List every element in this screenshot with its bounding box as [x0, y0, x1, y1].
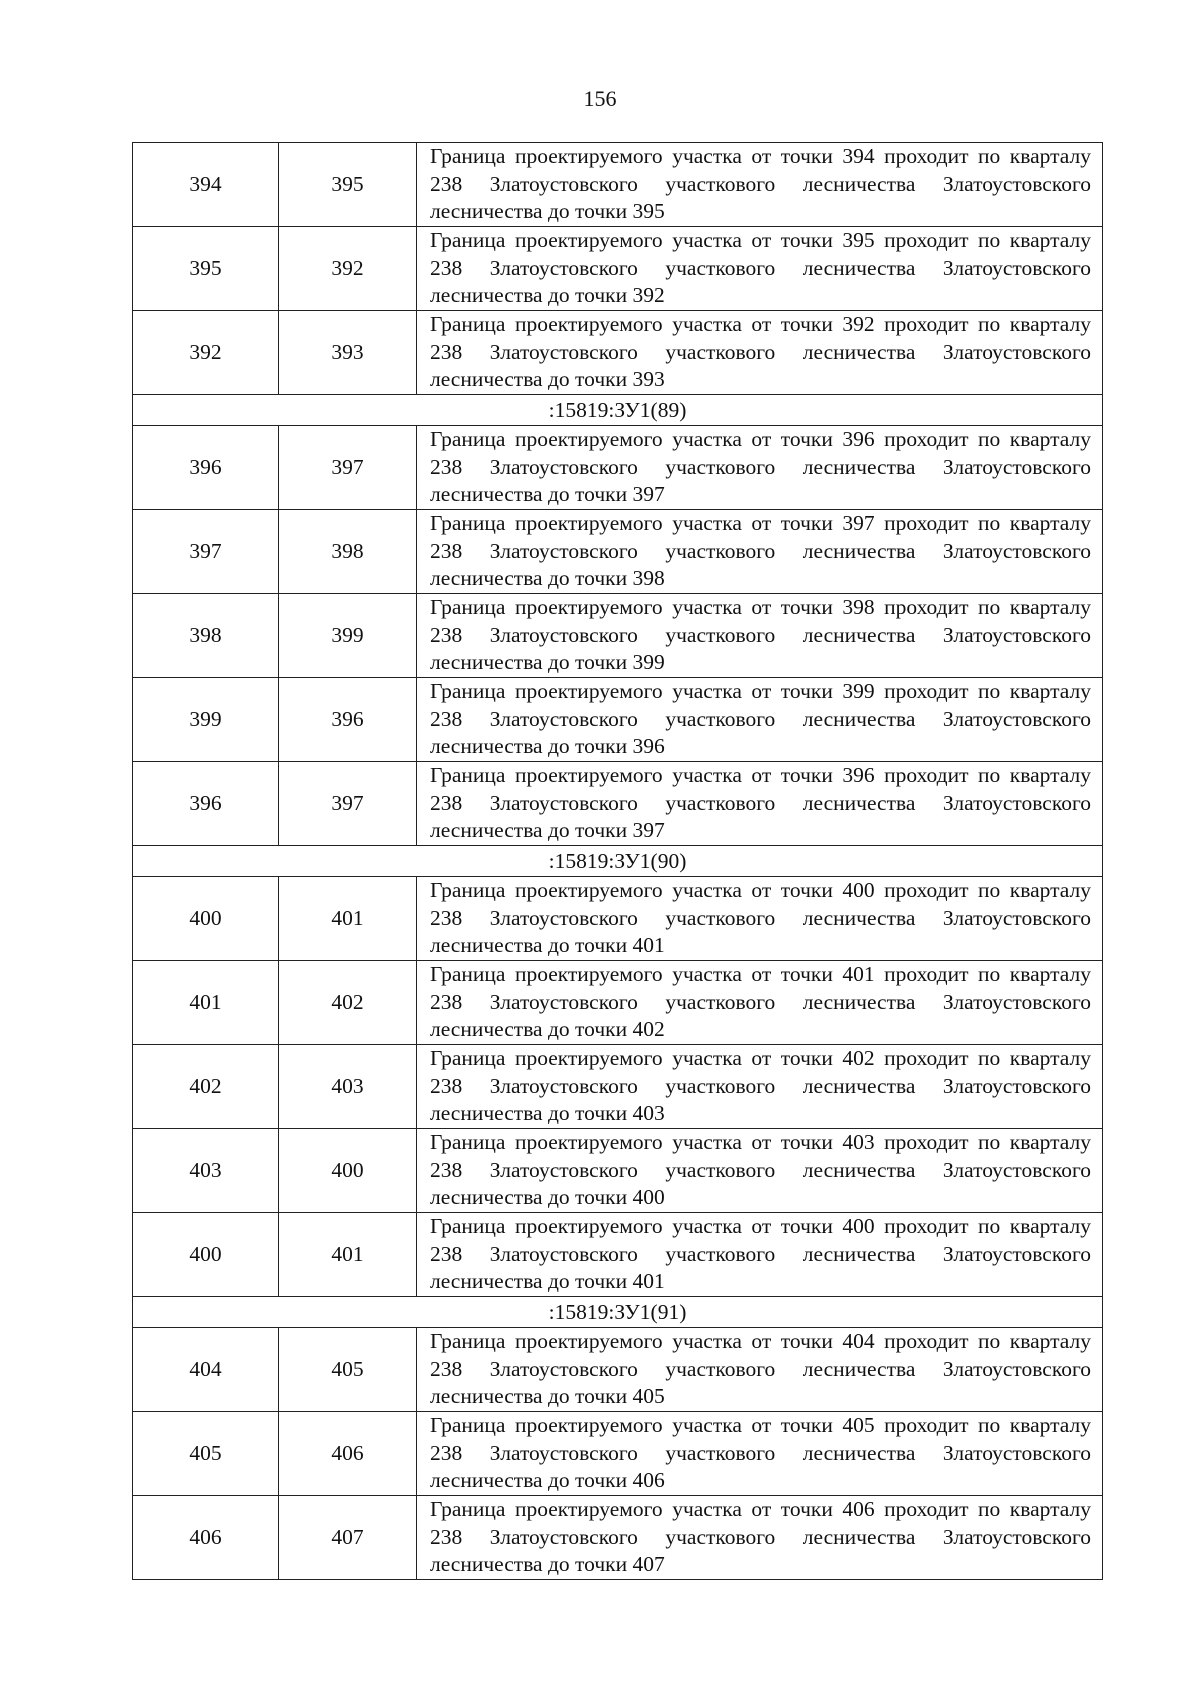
to-point-cell: 406	[279, 1412, 417, 1496]
description-cell: Граница проектируемого участка от точки 397 проходит по кварталу 238 Златоустовского участкового лесничества Златоустовского лесничества до точки 398	[417, 510, 1103, 594]
from-point-cell: 400	[133, 1213, 279, 1297]
description-cell: Граница проектируемого участка от точки 392 проходит по кварталу 238 Златоустовского участкового лесничества Златоустовского лесничества до точки 393	[417, 311, 1103, 395]
to-point-cell: 401	[279, 877, 417, 961]
description-cell: Граница проектируемого участка от точки 394 проходит по кварталу 238 Златоустовского участкового лесничества Златоустовского лесничества до точки 395	[417, 143, 1103, 227]
section-header-label: :15819:ЗУ1(89)	[133, 395, 1103, 426]
table-row	[133, 1328, 1103, 1412]
table-row	[133, 426, 1103, 510]
to-point-cell: 395	[279, 143, 417, 227]
description-cell: Граница проектируемого участка от точки 399 проходит по кварталу 238 Златоустовского участкового лесничества Златоустовского лесничества до точки 396	[417, 678, 1103, 762]
table-row	[133, 961, 1103, 1045]
description-cell: Граница проектируемого участка от точки 400 проходит по кварталу 238 Златоустовского участкового лесничества Златоустовского лесничества до точки 401	[417, 1213, 1103, 1297]
table-row	[133, 1129, 1103, 1213]
section-header-row	[133, 846, 1103, 877]
section-header-label: :15819:ЗУ1(90)	[133, 846, 1103, 877]
description-cell: Граница проектируемого участка от точки 403 проходит по кварталу 238 Златоустовского участкового лесничества Златоустовского лесничества до точки 400	[417, 1129, 1103, 1213]
from-point-cell: 406	[133, 1496, 279, 1580]
description-cell: Граница проектируемого участка от точки 400 проходит по кварталу 238 Златоустовского участкового лесничества Златоустовского лесничества до точки 401	[417, 877, 1103, 961]
table-row	[133, 1213, 1103, 1297]
table-row	[133, 510, 1103, 594]
page-number: 156	[583, 86, 617, 111]
from-point-cell: 400	[133, 877, 279, 961]
description-cell: Граница проектируемого участка от точки 405 проходит по кварталу 238 Златоустовского участкового лесничества Златоустовского лесничества до точки 406	[417, 1412, 1103, 1496]
from-point-cell: 404	[133, 1328, 279, 1412]
to-point-cell: 392	[279, 227, 417, 311]
table-row	[133, 877, 1103, 961]
description-cell: Граница проектируемого участка от точки 406 проходит по кварталу 238 Златоустовского участкового лесничества Златоустовского лесничества до точки 407	[417, 1496, 1103, 1580]
from-point-cell: 392	[133, 311, 279, 395]
section-header-label: :15819:ЗУ1(91)	[133, 1297, 1103, 1328]
table-row	[133, 594, 1103, 678]
from-point-cell: 396	[133, 426, 279, 510]
table-row	[133, 1412, 1103, 1496]
from-point-cell: 396	[133, 762, 279, 846]
table-row	[133, 227, 1103, 311]
to-point-cell: 397	[279, 426, 417, 510]
to-point-cell: 401	[279, 1213, 417, 1297]
to-point-cell: 403	[279, 1045, 417, 1129]
table-row	[133, 1045, 1103, 1129]
table-row	[133, 762, 1103, 846]
to-point-cell: 405	[279, 1328, 417, 1412]
to-point-cell: 396	[279, 678, 417, 762]
description-cell: Граница проектируемого участка от точки 396 проходит по кварталу 238 Златоустовского участкового лесничества Златоустовского лесничества до точки 397	[417, 426, 1103, 510]
table-row	[133, 311, 1103, 395]
to-point-cell: 393	[279, 311, 417, 395]
from-point-cell: 399	[133, 678, 279, 762]
to-point-cell: 399	[279, 594, 417, 678]
to-point-cell: 400	[279, 1129, 417, 1213]
to-point-cell: 398	[279, 510, 417, 594]
from-point-cell: 398	[133, 594, 279, 678]
to-point-cell: 397	[279, 762, 417, 846]
description-cell: Граница проектируемого участка от точки 401 проходит по кварталу 238 Златоустовского участкового лесничества Златоустовского лесничества до точки 402	[417, 961, 1103, 1045]
table-row	[133, 1496, 1103, 1580]
section-header-row	[133, 1297, 1103, 1328]
boundary-table-body	[133, 143, 1103, 1580]
from-point-cell: 395	[133, 227, 279, 311]
description-cell: Граница проектируемого участка от точки 396 проходит по кварталу 238 Златоустовского участкового лесничества Златоустовского лесничества до точки 397	[417, 762, 1103, 846]
boundary-table	[132, 142, 1103, 1580]
description-cell: Граница проектируемого участка от точки 402 проходит по кварталу 238 Златоустовского участкового лесничества Златоустовского лесничества до точки 403	[417, 1045, 1103, 1129]
from-point-cell: 402	[133, 1045, 279, 1129]
from-point-cell: 394	[133, 143, 279, 227]
description-cell: Граница проектируемого участка от точки 395 проходит по кварталу 238 Златоустовского участкового лесничества Златоустовского лесничества до точки 392	[417, 227, 1103, 311]
to-point-cell: 407	[279, 1496, 417, 1580]
from-point-cell: 403	[133, 1129, 279, 1213]
from-point-cell: 405	[133, 1412, 279, 1496]
from-point-cell: 401	[133, 961, 279, 1045]
description-cell: Граница проектируемого участка от точки 404 проходит по кварталу 238 Златоустовского участкового лесничества Златоустовского лесничества до точки 405	[417, 1328, 1103, 1412]
table-row	[133, 678, 1103, 762]
from-point-cell: 397	[133, 510, 279, 594]
description-cell: Граница проектируемого участка от точки 398 проходит по кварталу 238 Златоустовского участкового лесничества Златоустовского лесничества до точки 399	[417, 594, 1103, 678]
to-point-cell: 402	[279, 961, 417, 1045]
table-row	[133, 143, 1103, 227]
section-header-row	[133, 395, 1103, 426]
